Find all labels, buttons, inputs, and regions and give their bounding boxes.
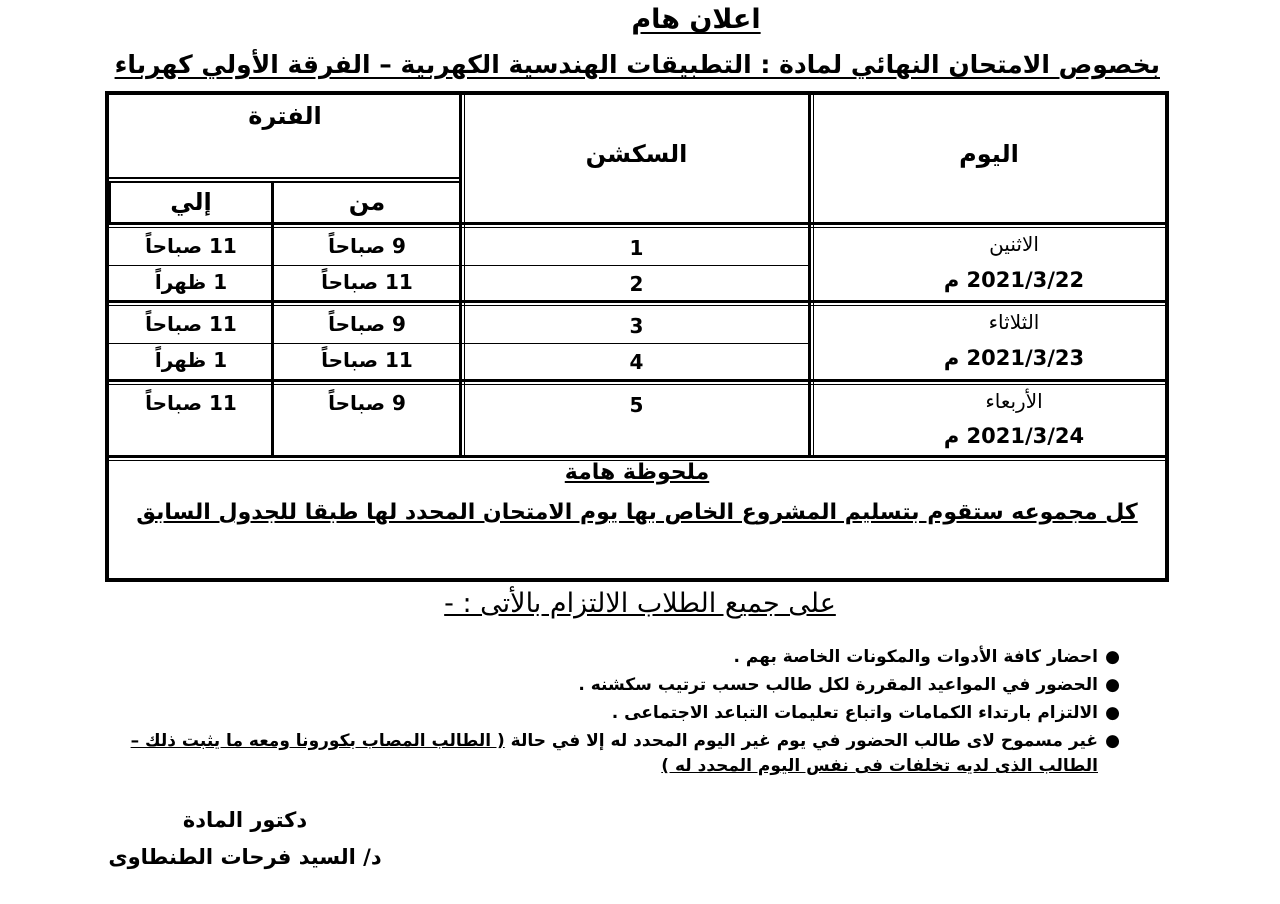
day-date: 2021/3/23 م bbox=[943, 346, 1085, 370]
header-period: الفترة bbox=[248, 102, 322, 130]
table-divider bbox=[109, 384, 1165, 385]
list-item bbox=[100, 673, 1120, 698]
list-item bbox=[100, 729, 1120, 779]
bullet-icon: ● bbox=[1105, 703, 1120, 723]
period-to: 11 صباحاً bbox=[145, 312, 237, 336]
period-from: 11 صباحاً bbox=[321, 270, 413, 294]
period-to: 11 صباحاً bbox=[145, 391, 237, 415]
section-number: 3 bbox=[629, 314, 644, 338]
section-number: 1 bbox=[629, 236, 644, 260]
subject-title: بخصوص الامتحان النهائي لمادة : التطبيقات الهندسية الكهربية – الفرقة الأولي كهرباء bbox=[114, 50, 1160, 79]
table-divider bbox=[109, 305, 1165, 306]
period-to: 11 صباحاً bbox=[145, 234, 237, 258]
section-number: 4 bbox=[629, 350, 644, 374]
period-to: 1 ظهراً bbox=[154, 348, 228, 372]
obligation-text: الالتزام بارتداء الكمامات واتباع تعليمات التباعد الاجتماعى . bbox=[611, 703, 1098, 723]
obligation-text: غير مسموح لاى طالب الحضور في يوم غير اليوم المحدد له إلا في حالة bbox=[504, 731, 1098, 751]
table-divider bbox=[109, 181, 461, 183]
note-title: ملحوظة هامة bbox=[564, 460, 710, 485]
day-name: الأربعاء bbox=[985, 389, 1043, 413]
table-divider bbox=[109, 227, 1165, 228]
bullet-icon: ● bbox=[1105, 647, 1120, 667]
day-date: 2021/3/24 م bbox=[943, 424, 1085, 448]
table-divider bbox=[109, 455, 1165, 458]
header-day: اليوم bbox=[959, 140, 1019, 168]
table-divider bbox=[109, 177, 461, 179]
table-divider bbox=[808, 95, 811, 457]
period-from: 9 صباحاً bbox=[328, 312, 406, 336]
period-from: 9 صباحاً bbox=[328, 391, 406, 415]
period-from: 9 صباحاً bbox=[328, 234, 406, 258]
period-to: 1 ظهراً bbox=[154, 270, 228, 294]
obligations-list bbox=[100, 645, 1120, 782]
signature-role: دكتور المادة bbox=[182, 808, 308, 832]
table-divider bbox=[109, 343, 809, 344]
table-divider bbox=[109, 265, 809, 266]
period-from: 11 صباحاً bbox=[321, 348, 413, 372]
signature-name: د/ السيد فرحات الطنطاوى bbox=[108, 845, 382, 869]
day-name: الثلاثاء bbox=[988, 310, 1040, 334]
section-number: 5 bbox=[629, 393, 644, 417]
obligations-heading: على جميع الطلاب الالتزام بالأتى : - bbox=[444, 588, 836, 619]
table-divider bbox=[109, 300, 1165, 303]
announcement-title: اعلان هام bbox=[631, 4, 761, 35]
obligation-text: الحضور في المواعيد المقررة لكل طالب حسب ترتيب سكشنه . bbox=[578, 675, 1098, 695]
header-from: من bbox=[348, 188, 386, 216]
bullet-icon: ● bbox=[1105, 731, 1120, 751]
list-item bbox=[100, 701, 1120, 726]
bullet-icon: ● bbox=[1105, 675, 1120, 695]
obligation-exception: ( الطالب المصاب بكورونا ومعه ما يثبت ذلك – الطالب الذى لديه تخلفات فى نفس اليوم المحدد له ) bbox=[130, 731, 1098, 776]
obligation-text: احضار كافة الأدوات والمكونات الخاصة بهم . bbox=[733, 647, 1098, 667]
section-number: 2 bbox=[629, 272, 644, 296]
note-text: كل مجموعه ستقوم بتسليم المشروع الخاص بها يوم الامتحان المحدد لها طبقا للجدول السابق bbox=[136, 500, 1138, 525]
list-item bbox=[100, 645, 1120, 670]
day-name: الاثنين bbox=[989, 232, 1039, 256]
table-divider bbox=[109, 222, 1165, 225]
header-to: إلي bbox=[170, 188, 212, 216]
table-divider bbox=[109, 379, 1165, 382]
header-section: السكشن bbox=[585, 140, 688, 168]
day-date: 2021/3/22 م bbox=[943, 268, 1085, 292]
